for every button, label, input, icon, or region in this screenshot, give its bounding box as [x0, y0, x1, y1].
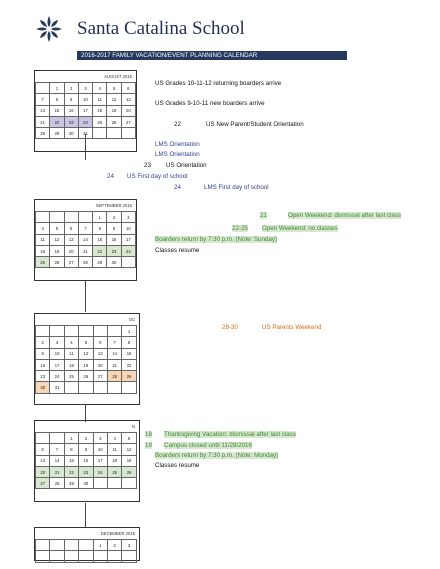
calendar-day-cell — [64, 326, 78, 337]
calendar-day-cell: 13 — [121, 94, 135, 105]
calendar-day-cell — [93, 382, 107, 393]
calendar-day-cell: 25 — [107, 466, 121, 477]
calendar-day-cell: 26 — [79, 371, 93, 382]
calendar-day-cell: 22 — [64, 466, 78, 477]
calendar-day-cell: 30 — [79, 478, 93, 489]
calendar-day-cell: 7 — [36, 94, 50, 105]
calendar-day-cell — [93, 551, 107, 562]
calendar-day-cell: 28 — [36, 128, 50, 139]
calendar-day-cell — [36, 551, 50, 562]
event-lms-first-day: LMS First day of school — [204, 184, 269, 191]
calendar-day-cell: 17 — [121, 234, 135, 245]
calendar-day-cell: 17 — [78, 105, 92, 116]
event-day: 24 — [174, 184, 181, 191]
calendar-day-cell — [36, 433, 50, 444]
event-day: 19 — [145, 442, 152, 449]
calendar-day-cell — [64, 540, 78, 551]
column-divider — [85, 503, 86, 528]
calendar-day-cell — [50, 551, 64, 562]
calendar-grid — [35, 539, 137, 563]
event-us-returning-boarders: US Grades 10-11-12 returning boarders arrive — [155, 80, 282, 87]
calendar-day-cell: 13 — [64, 234, 78, 245]
calendar-day-cell — [121, 257, 135, 268]
calendar-day-cell: 14 — [78, 234, 92, 245]
calendar-day-cell: 21 — [36, 116, 50, 127]
event-lms-orientation: LMS Orientation — [155, 141, 200, 148]
calendar-day-cell: 8 — [122, 337, 136, 348]
calendar-day-cell — [50, 212, 64, 223]
calendar-day-cell: 4 — [64, 337, 78, 348]
calendar-day-cell: 29 — [50, 128, 64, 139]
calendar-day-cell: 2 — [64, 83, 78, 94]
calendar-day-cell: 21 — [107, 359, 121, 370]
event-us-first-day: US First day of school — [127, 173, 188, 180]
calendar-day-cell — [107, 551, 121, 562]
calendar-day-cell: 23 — [64, 116, 78, 127]
calendar-day-cell: 17 — [93, 455, 107, 466]
calendar-day-cell: 27 — [93, 371, 107, 382]
calendar-day-cell: 8 — [64, 444, 78, 455]
event-day: 22 — [174, 121, 181, 128]
calendar-day-cell: 2 — [107, 540, 121, 551]
calendar-day-cell: 17 — [50, 359, 64, 370]
calendar-day-cell: 5 — [79, 337, 93, 348]
calendar-day-cell: 4 — [36, 223, 50, 234]
calendar-day-cell — [122, 478, 136, 489]
calendar-day-cell: 15 — [64, 455, 78, 466]
calendar-day-cell: 7 — [50, 444, 64, 455]
calendar-day-cell: 14 — [107, 348, 121, 359]
calendar-day-cell — [50, 326, 64, 337]
calendar-september — [34, 199, 137, 281]
calendar-day-cell: 3 — [50, 337, 64, 348]
calendar-day-cell: 15 — [122, 348, 136, 359]
calendar-day-cell: 4 — [93, 83, 107, 94]
calendar-day-cell: 7 — [107, 337, 121, 348]
event-day: 22-25 — [232, 225, 248, 232]
event-day: 23 — [144, 162, 151, 169]
calendar-day-cell: 9 — [36, 348, 50, 359]
calendar-day-cell: 11 — [107, 444, 121, 455]
calendar-day-cell: 27 — [121, 116, 135, 127]
calendar-day-cell: 1 — [93, 212, 107, 223]
calendar-day-cell: 6 — [93, 337, 107, 348]
event-classes-resume: Classes resume — [155, 462, 200, 469]
calendar-day-cell: 1 — [50, 83, 64, 94]
calendar-day-cell: 14 — [50, 455, 64, 466]
calendar-day-cell: 8 — [50, 94, 64, 105]
calendar-day-cell: 23 — [107, 245, 121, 256]
calendar-day-cell: 5 — [122, 433, 136, 444]
calendar-day-cell: 16 — [79, 455, 93, 466]
calendar-day-cell: 20 — [121, 105, 135, 116]
calendar-day-cell — [36, 326, 50, 337]
calendar-day-cell: 12 — [79, 348, 93, 359]
calendar-day-cell: 22 — [50, 116, 64, 127]
calendar-day-cell: 25 — [93, 116, 107, 127]
calendar-day-cell: 18 — [36, 245, 50, 256]
calendar-grid — [35, 432, 137, 489]
calendar-day-cell: 10 — [121, 223, 135, 234]
calendar-day-cell: 26 — [50, 257, 64, 268]
calendar-day-cell: 13 — [36, 455, 50, 466]
calendar-day-cell: 14 — [36, 105, 50, 116]
calendar-day-cell: 20 — [93, 359, 107, 370]
calendar-day-cell: 22 — [122, 359, 136, 370]
calendar-day-cell: 24 — [78, 116, 92, 127]
calendar-day-cell — [36, 212, 50, 223]
calendar-day-cell: 9 — [79, 444, 93, 455]
calendar-day-cell: 6 — [121, 83, 135, 94]
calendar-day-cell — [36, 540, 50, 551]
calendar-day-cell: 16 — [36, 359, 50, 370]
event-thanksgiving-dismissal: Thanksgiving Vacation: dismissal after last class — [164, 431, 296, 438]
calendar-day-cell: 19 — [107, 105, 121, 116]
calendar-grid — [35, 325, 137, 394]
calendar-day-cell: 1 — [64, 433, 78, 444]
calendar-day-cell — [107, 478, 121, 489]
event-open-weekend-dismissal: Open Weekend: dismissal after last class — [288, 212, 402, 219]
calendar-day-cell: 3 — [122, 540, 136, 551]
calendar-title: AUGUST 2016 — [104, 74, 132, 79]
event-day: 24 — [107, 173, 114, 180]
calendar-day-cell: 30 — [36, 382, 50, 393]
calendar-day-cell: 15 — [93, 234, 107, 245]
calendar-day-cell: 23 — [36, 371, 50, 382]
calendar-day-cell: 10 — [93, 444, 107, 455]
calendar-grid — [35, 211, 136, 268]
event-us-new-boarders: US Grades 9-10-11 new boarders arrive — [155, 100, 265, 107]
calendar-day-cell — [107, 326, 121, 337]
calendar-day-cell: 27 — [36, 478, 50, 489]
calendar-day-cell — [107, 382, 121, 393]
calendar-day-cell — [50, 540, 64, 551]
calendar-day-cell: 19 — [50, 245, 64, 256]
calendar-day-cell: 26 — [122, 466, 136, 477]
event-us-orientation: US Orientation — [166, 162, 207, 169]
calendar-grid — [35, 82, 136, 139]
calendar-day-cell: 29 — [122, 371, 136, 382]
calendar-day-cell: 18 — [64, 359, 78, 370]
event-open-weekend-no-classes: Open Weekend: no classes — [262, 225, 338, 232]
calendar-day-cell: 23 — [79, 466, 93, 477]
event-day: 28-30 — [222, 324, 238, 331]
calendar-day-cell: 8 — [93, 223, 107, 234]
event-boarders-return: Boarders return by 7:30 p.m. (Note: Sunday) — [155, 236, 278, 243]
event-lms-orientation: LMS Orientation — [155, 151, 200, 158]
calendar-day-cell: 21 — [78, 245, 92, 256]
calendar-day-cell: 5 — [50, 223, 64, 234]
calendar-day-cell: 2 — [36, 337, 50, 348]
calendar-day-cell — [79, 382, 93, 393]
event-campus-closed: Campus closed until 11/28/2016 — [164, 442, 252, 449]
calendar-day-cell: 9 — [107, 223, 121, 234]
calendar-day-cell: 12 — [122, 444, 136, 455]
calendar-day-cell: 20 — [64, 245, 78, 256]
calendar-day-cell: 7 — [78, 223, 92, 234]
calendar-day-cell: 15 — [50, 105, 64, 116]
calendar-day-cell: 5 — [107, 83, 121, 94]
calendar-day-cell: 25 — [36, 257, 50, 268]
event-day: 18 — [145, 431, 152, 438]
calendar-day-cell: 1 — [122, 326, 136, 337]
calendar-day-cell: 27 — [64, 257, 78, 268]
calendar-title: OC — [128, 317, 135, 322]
calendar-day-cell: 16 — [64, 105, 78, 116]
calendar-day-cell — [64, 551, 78, 562]
calendar-title: N — [131, 424, 135, 429]
calendar-day-cell: 28 — [50, 478, 64, 489]
calendar-day-cell: 16 — [107, 234, 121, 245]
school-name: Santa Catalina School — [77, 18, 245, 39]
calendar-day-cell — [93, 478, 107, 489]
calendar-day-cell: 18 — [107, 455, 121, 466]
calendar-day-cell: 11 — [36, 234, 50, 245]
event-day: 21 — [260, 212, 267, 219]
calendar-day-cell: 6 — [36, 444, 50, 455]
calendar-day-cell: 9 — [64, 94, 78, 105]
calendar-day-cell: 28 — [107, 371, 121, 382]
calendar-day-cell: 12 — [50, 234, 64, 245]
calendar-day-cell: 3 — [78, 83, 92, 94]
calendar-day-cell — [93, 326, 107, 337]
event-us-parents-weekend: US Parents Weekend — [262, 324, 322, 331]
calendar-day-cell: 28 — [78, 257, 92, 268]
calendar-day-cell: 24 — [93, 466, 107, 477]
calendar-day-cell: 1 — [93, 540, 107, 551]
calendar-day-cell: 21 — [50, 466, 64, 477]
calendar-day-cell: 11 — [64, 348, 78, 359]
calendar-day-cell — [107, 128, 121, 139]
calendar-day-cell — [50, 433, 64, 444]
calendar-day-cell: 25 — [64, 371, 78, 382]
calendar-day-cell — [93, 128, 107, 139]
calendar-december — [34, 527, 140, 561]
calendar-day-cell: 11 — [93, 94, 107, 105]
calendar-day-cell: 6 — [64, 223, 78, 234]
calendar-day-cell: 13 — [93, 348, 107, 359]
calendar-day-cell — [122, 551, 136, 562]
calendar-title: SEPTEMBER 2016 — [95, 203, 132, 208]
event-classes-resume: Classes resume — [155, 247, 200, 254]
calendar-august — [34, 70, 137, 152]
calendar-day-cell: 31 — [78, 128, 92, 139]
calendar-day-cell: 24 — [50, 371, 64, 382]
calendar-day-cell: 10 — [50, 348, 64, 359]
calendar-day-cell — [79, 551, 93, 562]
calendar-day-cell: 10 — [78, 94, 92, 105]
calendar-day-cell — [64, 212, 78, 223]
calendar-day-cell: 2 — [107, 212, 121, 223]
calendar-day-cell — [78, 212, 92, 223]
calendar-banner-title: 2016-2017 FAMILY VACATION/EVENT PLANNING CALENDAR — [77, 51, 347, 60]
calendar-november — [34, 420, 140, 502]
calendar-day-cell: 2 — [79, 433, 93, 444]
calendar-day-cell: 18 — [93, 105, 107, 116]
calendar-day-cell: 22 — [93, 245, 107, 256]
calendar-day-cell: 19 — [79, 359, 93, 370]
event-new-parent-orientation: US New Parent/Student Orientation — [206, 121, 304, 128]
calendar-day-cell: 4 — [107, 433, 121, 444]
calendar-day-cell — [64, 382, 78, 393]
calendar-day-cell — [36, 83, 50, 94]
column-divider — [85, 280, 86, 312]
calendar-title: DECEMBER 2016 — [100, 531, 135, 536]
calendar-day-cell: 30 — [64, 128, 78, 139]
calendar-day-cell — [122, 382, 136, 393]
calendar-october — [34, 313, 140, 405]
calendar-day-cell: 26 — [107, 116, 121, 127]
calendar-day-cell — [79, 326, 93, 337]
calendar-day-cell: 20 — [36, 466, 50, 477]
calendar-day-cell: 3 — [121, 212, 135, 223]
school-logo-icon — [34, 14, 64, 44]
calendar-day-cell: 24 — [121, 245, 135, 256]
calendar-day-cell: 12 — [107, 94, 121, 105]
calendar-day-cell: 19 — [122, 455, 136, 466]
calendar-day-cell: 31 — [50, 382, 64, 393]
calendar-day-cell: 30 — [107, 257, 121, 268]
event-boarders-return: Boarders return by 7:30 p.m. (Note: Monday) — [155, 452, 279, 459]
calendar-day-cell: 3 — [93, 433, 107, 444]
calendar-day-cell: 29 — [93, 257, 107, 268]
calendar-day-cell: 29 — [64, 478, 78, 489]
calendar-day-cell — [79, 540, 93, 551]
calendar-day-cell — [121, 128, 135, 139]
